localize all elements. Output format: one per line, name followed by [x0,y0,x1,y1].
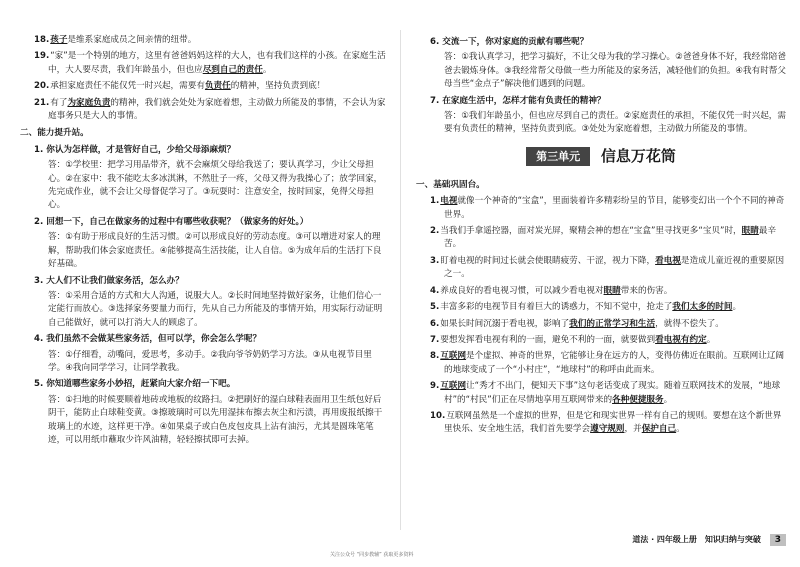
item-number: 2. [430,226,440,237]
item-text: 承担家庭责任不能仅凭一时兴起，需要有 [50,81,205,92]
left-column [20,34,388,450]
answer-key-text: 互联网 [440,381,467,392]
answer: 答：①扫地的时候要顺着地砖或地板的纹路扫。②把刷好的湿白球鞋表面用卫生纸包好后阴干，能防止白球鞋变黄。③擦玻璃时可以先用湿抹布擦去灰尘和污渍，再用废报纸擦干玻璃上的水迹，这样更干净。④如果桌子或白色皮包皮具上沾有油污，尤其是圆珠笔笔迹，可以用纸巾蘸取少许风油精，轻轻擦拭即可去掉。 [48,394,383,445]
item-text: 。 [262,64,272,75]
item-number: 19. [34,51,50,62]
item-text: 要想发挥看电视有利的一面，避免不利的一面，就要做到 [440,334,656,345]
list-item [416,195,786,222]
answer-key-text: 看电视 [655,255,681,266]
item-number: 9. [430,381,440,392]
item-number: 20. [34,81,50,92]
item-text: 。 [676,424,685,435]
column-divider [400,30,401,530]
list-item [416,255,786,282]
answer-key-text: 负责任 [204,81,231,92]
question: 2. 回想一下，自己在做家务的过程中有哪些收获呢？（做家务的好处。） [34,216,309,227]
left-qa-list [20,144,388,448]
footer-note: 关注公众号 “同步教辅” 获取更多资料 [330,552,414,558]
question: 7. 在家庭生活中，怎样才能有负责任的精神？ [430,95,606,106]
item-text: 如果长时间沉溺于看电视，影响了 [440,318,570,329]
answer-key-text: 我们的正常学习和生活 [569,318,656,329]
item-text: ，就得不偿失了。 [655,318,724,329]
item-number: 21. [34,97,50,108]
section-basic-heading: 一、基础巩固台。 [416,179,485,190]
answer-key-text: 孩子 [50,35,68,45]
item-number: 3. [430,255,440,266]
item-text: 盯着电视的时间过长就会使眼睛疲劳、干涩，视力下降， [440,255,656,266]
unit-label: 第三单元 [526,147,590,166]
list-item [20,80,388,93]
footer-info [632,534,786,546]
question: 6. 交流一下，你对家庭的贡献有哪些呢？ [430,37,589,47]
question: 3. 大人们不让我们做家务活，怎么办？ [34,275,184,286]
item-text: 。 [732,302,742,313]
section-ability-heading: 二、能力提升站。 [20,128,89,139]
answer-key-text: 各种便捷服务 [612,394,664,405]
list-item [416,350,786,377]
answer-key-text: 眼睛 [603,285,621,296]
item-text: 是造成儿童近视的重要原因之一。 [444,255,785,280]
answer-key-text: 尽到自己的责任 [202,64,263,75]
item-text: 有了 [50,97,68,108]
list-item [416,285,786,298]
book-title: 道法 · 四年级上册 知识归纳与突破 [632,535,761,544]
answer: 答：①我认真学习，把学习搞好，不让父母为我的学习操心。②爸爸身体不好，我经常陪爸爸去锻炼身体。③我经常帮父母做一些力所能及的家务活，减轻他们的负担。④我有时帮父母当些“金点子”解决他们遇到的问题。 [444,52,786,90]
list-item [20,34,388,47]
list-item [416,380,786,407]
item-number: 4. [430,285,440,296]
unit-title: 信息万花筒 [600,146,676,165]
answer: 答：①采用合适的方式和大人沟通，说服大人。②长时间地坚持做好家务，让他们信心一定能行而放心。③选择家务要量力而行，先从自己力所能及的事情开始，用实际行动证明自己能做好，就可以打消大人的顾虑了。 [48,290,383,328]
answer-key-text: 看电视有约定 [655,334,707,345]
item-text: “家”是一个特别的地方，这里有爸爸妈妈这样的大人，也有我们这样的小孩。在家庭生活中，大人要尽责，我们年龄虽小，但也应 [48,51,386,75]
list-item [416,410,786,437]
answer: 答：①我们年龄虽小，但也应尽到自己的责任。②家庭责任的承担，不能仅凭一时兴起，需要有负责任的精神，坚持负责到底。③处处为家庭着想，主动做力所能及的事情。 [444,111,786,135]
item-text: ，并 [624,424,642,435]
answer: 答：①有助于形成良好的生活习惯。②可以形成良好的劳动态度。③可以增进对家人的理解，帮助我们体会家庭责任。④能够提高生活技能，让人自信。⑤为成年后的生活打下良好基础。 [48,232,382,270]
right-fill-items [416,195,786,437]
answer-key-text: 我们太多的时间 [672,302,733,313]
list-item [416,318,786,331]
list-item [416,334,786,347]
unit-header [416,147,786,171]
list-item [416,225,786,252]
item-text: 是维系家庭成员之间亲情的纽带。 [67,35,197,45]
question: 4. 我们虽然不会做某些家务活，但可以学，你会怎么学呢？ [34,334,262,345]
item-text: 。 [706,334,716,345]
page-number: 3 [770,534,786,546]
list-item [416,301,786,314]
list-item [20,50,388,77]
item-number: 7. [430,334,440,345]
answer-key-text: 电视 [440,196,458,207]
item-text: 最辛苦。 [444,226,777,250]
item-text: 是个虚拟、神奇的世界，它能够让身在远方的人，变得仿佛近在眼前。互联网让辽阔的地球变成了一个“小村庄”，“地球村”的称呼由此而来。 [444,351,785,375]
item-text: 就像一个神奇的“宝盒”，里面装着许多精彩纷呈的节目，能够变幻出一个个不同的神奇世界。 [444,196,785,220]
question: 1. 你认为怎样做，才是管好自己，少给父母添麻烦？ [34,144,236,155]
item-text: 互联网虽然是一个虚拟的世界，但是它和现实世界一样有自己的规则。要想在这个新世界里快乐、安全地生活，我们首先要学会 [444,410,782,435]
item-number: 8. [430,351,440,362]
item-text: 。 [663,394,673,405]
item-text: 让“秀才不出门，便知天下事”这句老话变成了现实。随着互联网技术的发展，“地球村”的“村民”们正在尽情地享用互联网带来的 [444,381,781,405]
item-text: 当我们手拿遥控器，面对炭光屏，聚精会神的想在“宝盒”里寻找更多“宝贝”时， [440,226,742,237]
item-number: 6. [430,318,440,329]
right-column [416,34,786,440]
question: 5. 你知道哪些家务小妙招，赶紧向大家介绍一下吧。 [34,379,236,390]
answer-key-text: 互联网 [440,351,467,362]
item-text: 养成良好的看电视习惯，可以减少看电视对 [440,285,604,296]
item-text: 丰富多彩的电视节目有着巨大的诱惑力，不知不觉中，抢走了 [440,302,673,313]
item-number: 10. [430,410,446,421]
item-text: 的精神，坚持负责到底！ [230,81,326,92]
answer-key-text: 为家庭负责 [67,97,111,108]
item-text: 带来的伤害。 [620,285,673,296]
answer-key-text: 保护自己 [641,424,677,435]
item-number: 5. [430,302,440,313]
right-qa-list [416,36,786,137]
item-number: 1. [430,196,440,207]
item-number: 18. [34,35,50,45]
list-item [20,97,388,124]
item-text: 的精神，我们就会处处为家庭着想，主动做力所能及的事情，不会认为家庭事务只是大人的事情。 [48,97,386,122]
answer: 答：①学校里：把学习用品带齐，就不会麻烦父母给我送了；要认真学习，少让父母担心。②在家中：我不能吃太多冰淇淋，不然肚子一疼，父母又得为我操心了；放学回家，先完成作业，就不会让父母督促学习了。③玩耍时：注意安全，按时回家，免得父母担心。 [48,160,383,211]
answer-key-text: 遵守规则 [590,424,625,435]
answer-key-text: 眼睛 [741,226,759,237]
answer: 答：①仔细看，动嘴问，爱思考，多动手。②我向爷爷奶奶学习方法。③从电视节目里学。④我向同学学习，让同学教我。 [48,349,372,373]
left-fill-items [20,34,388,123]
